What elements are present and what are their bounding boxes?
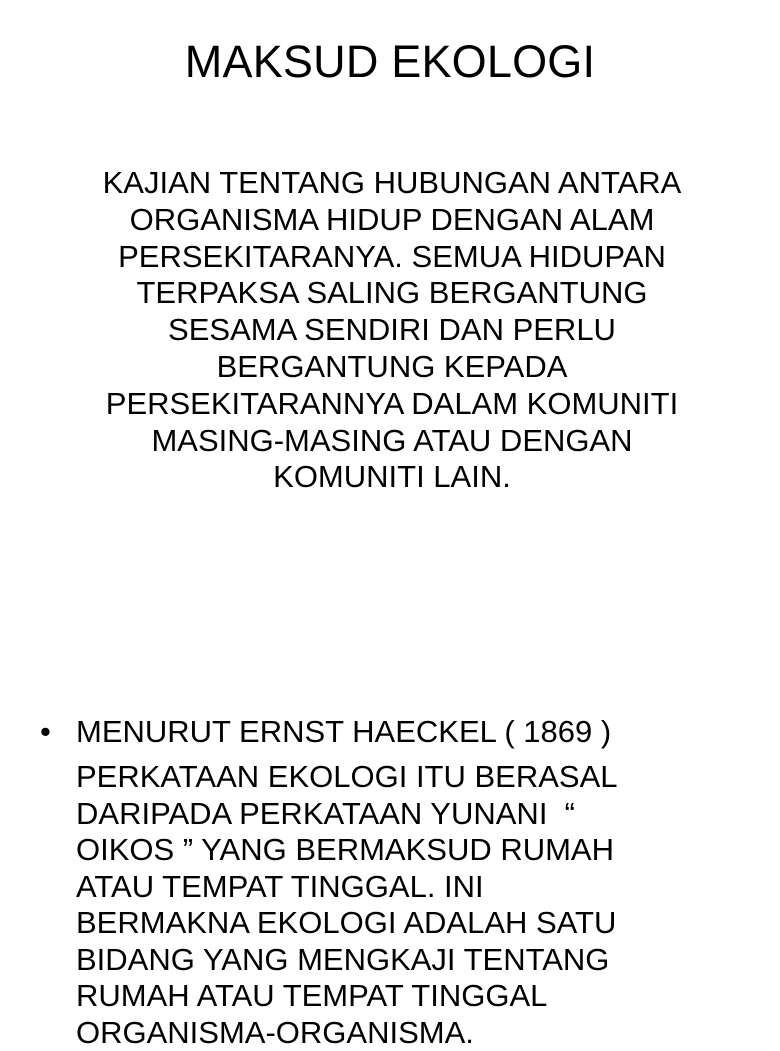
- definition-paragraph: [40, 165, 744, 496]
- definition-line: PERSEKITARANNYA DALAM KOMUNITI: [40, 386, 744, 423]
- definition-line: KOMUNITI LAIN.: [40, 459, 744, 496]
- definition-line: SESAMA SENDIRI DAN PERLU: [40, 312, 744, 349]
- bullet-body-line: PERKATAAN EKOLOGI ITU BERASAL: [76, 759, 760, 796]
- bullet-body-line: DARIPADA PERKATAAN YUNANI “: [76, 796, 760, 833]
- bullet-body: [76, 759, 760, 1051]
- bullet-body-line: BIDANG YANG MENGKAJI TENTANG: [76, 942, 760, 979]
- bullet-body-line: ORGANISMA-ORGANISMA.: [76, 1015, 760, 1051]
- bullet-body-line: ATAU TEMPAT TINGGAL. INI: [76, 869, 760, 906]
- bullet-body-line: BERMAKNA EKOLOGI ADALAH SATU: [76, 905, 760, 942]
- definition-line: PERSEKITARANYA. SEMUA HIDUPAN: [40, 239, 744, 276]
- definition-line: BERGANTUNG KEPADA: [40, 349, 744, 386]
- definition-line: TERPAKSA SALING BERGANTUNG: [40, 275, 744, 312]
- bullet-body-line: RUMAH ATAU TEMPAT TINGGAL: [76, 978, 760, 1015]
- bullet-heading: MENURUT ERNST HAECKEL ( 1869 ): [76, 713, 611, 751]
- definition-line: MASING-MASING ATAU DENGAN: [40, 423, 744, 460]
- slide-title: MAKSUD EKOLOGI: [0, 36, 780, 88]
- bullet-heading-row: [40, 713, 760, 751]
- definition-line: KAJIAN TENTANG HUBUNGAN ANTARA: [40, 165, 744, 202]
- haeckel-bullet: [40, 713, 760, 1051]
- bullet-body-line: OIKOS ” YANG BERMAKSUD RUMAH: [76, 832, 760, 869]
- definition-line: ORGANISMA HIDUP DENGAN ALAM: [40, 202, 744, 239]
- bullet-marker: •: [40, 713, 76, 751]
